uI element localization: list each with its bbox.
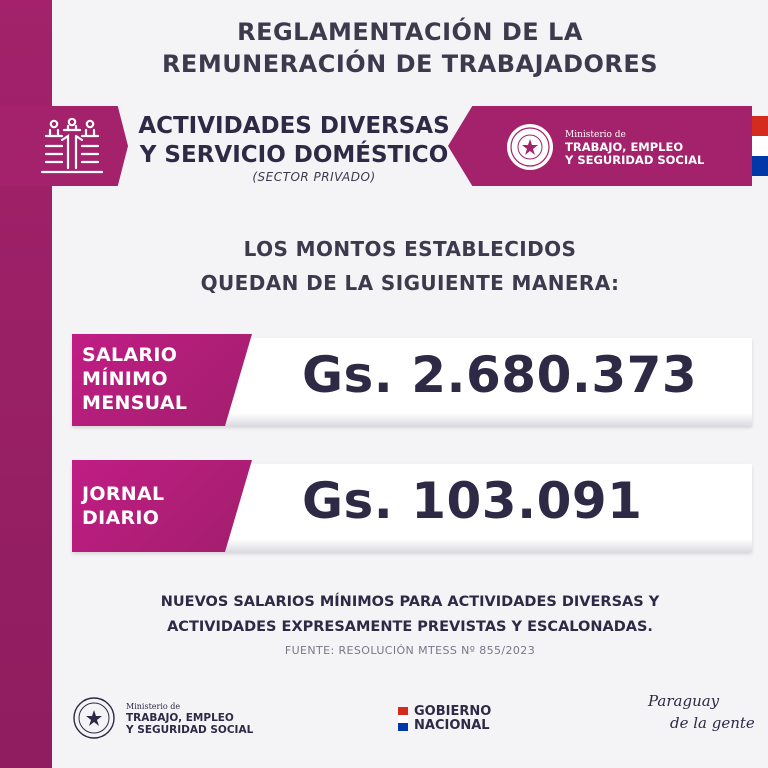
amount-label-line: JORNAL <box>82 483 165 505</box>
ministry-logo-footer <box>126 702 253 736</box>
footnote-line-1: NUEVOS SALARIOS MÍNIMOS PARA ACTIVIDADES DIVERSAS Y <box>160 594 660 610</box>
seal-icon <box>505 122 555 172</box>
ministry-line-3: Y SEGURIDAD SOCIAL <box>126 724 254 736</box>
amount-label-line: MÍNIMO <box>82 368 168 390</box>
page-title <box>52 16 768 80</box>
banner-line-1: ACTIVIDADES DIVERSAS <box>138 113 450 139</box>
footnote-line-2: ACTIVIDADES EXPRESAMENTE PREVISTAS Y ESCALONADAS. <box>167 619 653 635</box>
amount-label <box>82 482 164 530</box>
ministry-line-2: TRABAJO, EMPLEO <box>565 140 684 154</box>
paraguay-flag-icon <box>398 707 408 731</box>
subtitle <box>52 232 768 300</box>
source-citation: FUENTE: RESOLUCIÓN MTESS Nº 855/2023 <box>284 644 536 657</box>
ministry-line-1: Ministerio de <box>565 130 626 140</box>
title-line-1: REGLAMENTACIÓN DE LA <box>237 18 583 46</box>
gobierno-line-1: GOBIERNO <box>414 704 492 719</box>
amount-label-line: SALARIO <box>82 344 178 366</box>
amount-label-line: MENSUAL <box>82 392 188 414</box>
amount-label <box>82 343 187 415</box>
amount-value: Gs. 103.091 <box>302 472 643 530</box>
paraguay-flag-icon <box>752 116 768 176</box>
amount-row-monthly <box>72 334 752 424</box>
subtitle-line-1: LOS MONTOS ESTABLECIDOS <box>243 237 577 261</box>
amount-label-line: DIARIO <box>82 507 160 529</box>
title-line-2: REMUNERACIÓN DE TRABAJADORES <box>161 50 659 78</box>
slogan-line-2: de la gente <box>670 714 755 732</box>
ministry-line-2: TRABAJO, EMPLEO <box>126 712 234 724</box>
ministry-logo-header <box>565 130 704 167</box>
ministry-line-1: Ministerio de <box>126 702 181 711</box>
ministry-line-3: Y SEGURIDAD SOCIAL <box>565 153 705 167</box>
workers-icon <box>40 116 104 176</box>
subtitle-line-2: QUEDAN DE LA SIGUIENTE MANERA: <box>200 271 620 295</box>
slogan-line-1: Paraguay <box>648 692 720 710</box>
banner-heading <box>136 112 452 184</box>
seal-icon <box>72 696 116 740</box>
gobierno-line-2: NACIONAL <box>414 718 490 733</box>
slogan-logo <box>648 690 755 734</box>
banner-line-2: Y SERVICIO DOMÉSTICO <box>139 142 449 168</box>
amount-value: Gs. 2.680.373 <box>302 346 698 404</box>
footnote <box>52 590 768 640</box>
banner-sector: (SECTOR PRIVADO) <box>252 170 376 184</box>
amount-row-daily <box>72 460 752 550</box>
gobierno-nacional-logo <box>414 705 491 733</box>
